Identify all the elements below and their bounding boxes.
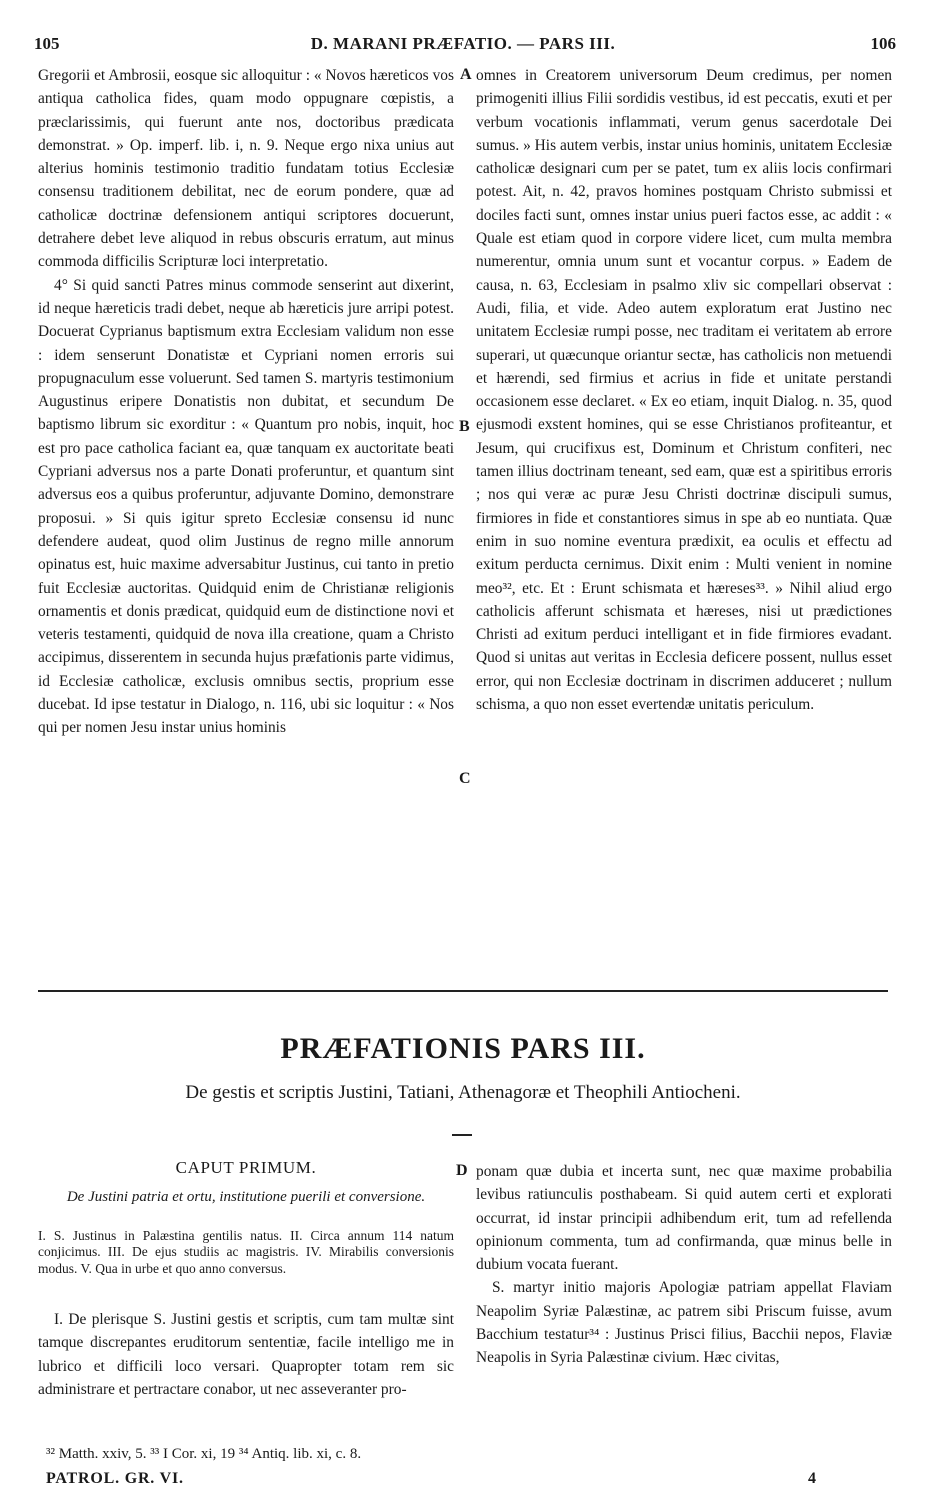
part-title: PRÆFATIONIS PARS III.	[280, 1032, 646, 1065]
top-right-paragraph-1: omnes in Creatorem universorum Deum credimus, per nomen primogeniti illius Filii sordidis vestibus, id est peccatis, exuti et per verbum vocationis inflammati, verum genus sacerdotale Dei sumus. » His autem verbis, instar unius hominis, unitatem Ecclesiæ catholicæ designari cum per se patet, tum ex aliis locis confirmari potest. Ait, n. 42, pravos homines postquam Christo submissi et dociles facti sunt, omnes instar unius pueri factos esse, ac addit : « Quale est etiam quod in corpore videre licet, cum multa membra numerentur, omnia unum sunt et vocantur corpus. » Eadem de causa, n. 63, Ecclesiam in psalmo xliv sic compellari observat : Audi, filia, et vide. Adeo autem exploratum erat Justino nec unitatem Ecclesiæ rumpi posse, nec traditam ei veritatem ab errore superari, ut quæcunque oriantur sectæ, has catholicis non metuendi et hærendi, sed firmius et acrius in fide et unitate perstandi occasionem esse declaret. « Ex eo etiam, inquit Dialog. n. 35, quod ejusmodi exstent homines, qui se esse Christianos profiteantur, et Jesum, qui crucifixus est, Dominum et Christum confiteri, nec tamen illius doctrinam teneant, sed eam, quæ est a spiritibus erroris ; nos qui veræ ac puræ Jesu Christi doctrinæ discipuli sumus, firmiores in fide et constantiores simus in spe ab eo nuntiata. Quæ enim in suo nomine eventura prædixit, ea oculis et effectu ad exitum perducta cernimus. Dixit enim : Multi venient in nomine meo³², etc. Et : Erunt schismata et hæreses³³. » Nihil aliud ergo catholicis afferunt schismata et hæreses, nisi ut prædictiones Christi ad exitum perduci intelligant et in fide firmiores evadant. Quod si unitas aut veritas in Ecclesia deficere possent, nullus esset error, qui non Ecclesiæ doctrinam in discrimen adduceret ; nullum schisma, a quo non esset evertendæ unitatis periculum.	[476, 67, 892, 714]
patrology-volume: PATROL. GR. VI.	[46, 1470, 184, 1487]
section-marker-c: C	[459, 770, 471, 787]
part-subtitle: De gestis et scriptis Justini, Tatiani, Athenagoræ et Theophili Antiocheni.	[185, 1082, 741, 1103]
top-left-column	[38, 64, 454, 740]
page-number-left: 105	[34, 34, 60, 53]
page-number-right: 106	[870, 34, 896, 53]
bottom-right-paragraph-1: ponam quæ dubia et incerta sunt, nec quæ maxime probabilia levibus ratiunculis posthabeam. Si quid autem certi et explorati occurrat, id instar principii adhibendum erit, tum ad refellenda opinionum commenta, tum ad confirmanda, quæ minus belle in dubium vocata fuerant.	[476, 1163, 892, 1274]
page-header	[30, 34, 896, 58]
bottom-left-column	[38, 1308, 454, 1401]
section-marker-d: D	[456, 1162, 468, 1179]
title-dash	[452, 1134, 472, 1136]
top-right-column	[476, 64, 892, 716]
chapter-summary: I. S. Justinus in Palæstina gentilis natus. II. Circa annum 114 natum conjicimus. III. De ejus studiis ac magistris. IV. Mirabilis conversionis modus. V. Qua in urbe et quo anno conversus.	[38, 1228, 454, 1276]
top-left-paragraph-2: 4° Si quid sancti Patres minus commode senserint aut dixerint, id neque hæreticis tradi debet, neque ab hæreticis jure arripi potest. Docuerat Cyprianus baptismum extra Ecclesiam validum non esse : idem senserunt Donatistæ et Cypriani nomen erroris sui propugnaculum esse voluerunt. Sed tamen S. martyris testimonium Augustinus eripere Donatistis non dubitat, et secundum De baptismo librum sic exorditur : « Quantum pro nobis, inquit, hoc est pro pace catholica faciant ea, quæ tanquam ex auctoritate beati Cypriani adversus nos a parte Donati proferuntur, et quantum sint adversus eos a quibus proferuntur, adjuvante Domino, demonstrare proposui. » Si quis igitur spreto Ecclesiæ consensu id nunc defendere audeat, quod olim Justinus de regno mille annorum opinatus est, huic maxime adversabitur Justinus, cui tanto in pretio fuit Ecclesiæ auctoritas. Quidquid enim de Christianæ religionis ornamentis et donis prædicat, quidquid eum de distinctione novi et veteris testamenti, quidquid de nova illa creatione, quam a Christo accipimus, disserentem in secunda hujus præfationis parte vidimus, id Ecclesiæ catholicæ, exclusis omnibus sectis, proprium esse ducebat. Id ipse testatur in Dialogo, n. 116, ubi sic loquitur : « Nos qui per nomen Jesu instar unius hominis	[38, 276, 454, 737]
section-marker-a: A	[460, 66, 472, 83]
chapter-subtitle: De Justini patria et ortu, institutione puerili et conversione.	[66, 1189, 426, 1205]
bottom-left-paragraph-1: I. De plerisque S. Justini gestis et scriptis, cum tam multæ sint tamque discrepantes eruditorum sententiæ, facile intelligo me in lubrico et difficili loco versari. Quapropter totam rem sic administrare et pertractare conabor, ut nec asseveranter pro-	[38, 1311, 454, 1398]
bottom-right-column	[476, 1160, 892, 1370]
signature-mark: 4	[808, 1470, 816, 1487]
bottom-right-paragraph-2: S. martyr initio majoris Apologiæ patriam appellat Flaviam Neapolim Syriæ Palæstinæ, ac patrem sibi Priscum fuisse, avum Bacchium testatur³⁴ : Justinus Prisci filius, Bacchii nepos, Flaviæ Neapolis in Syria Palæstinæ civium. Hæc civitas,	[476, 1279, 892, 1367]
section-marker-b: B	[459, 418, 470, 435]
section-divider	[38, 990, 888, 992]
running-title: D. MARANI PRÆFATIO. — PARS III.	[310, 34, 616, 53]
top-left-paragraph-1: Gregorii et Ambrosii, eosque sic alloquitur : « Novos hæreticos vos antiqua catholica fides, quam modo oppugnare cœpistis, a præclarissimis, qui fuerunt ante nos, doctoribus prædicata demonstrat. » Op. imperf. lib. i, n. 9. Neque ergo nixa unius aut alterius hominis testimonio traditio fundatam totius Ecclesiæ consensu traditionem debilitat, nec de eorum pondere, quæ ad catholicæ doctrinæ defensionem antiqui scriptores docuerunt, detrahere debet leve aliquod in rebus obscuris erratum, aut minus commoda difficilis Scripturæ loci interpretatio.	[38, 67, 454, 271]
footnotes: ³² Matth. xxiv, 5. ³³ I Cor. xi, 19 ³⁴ Antiq. lib. xi, c. 8.	[46, 1446, 362, 1462]
chapter-title: CAPUT PRIMUM.	[175, 1158, 317, 1177]
